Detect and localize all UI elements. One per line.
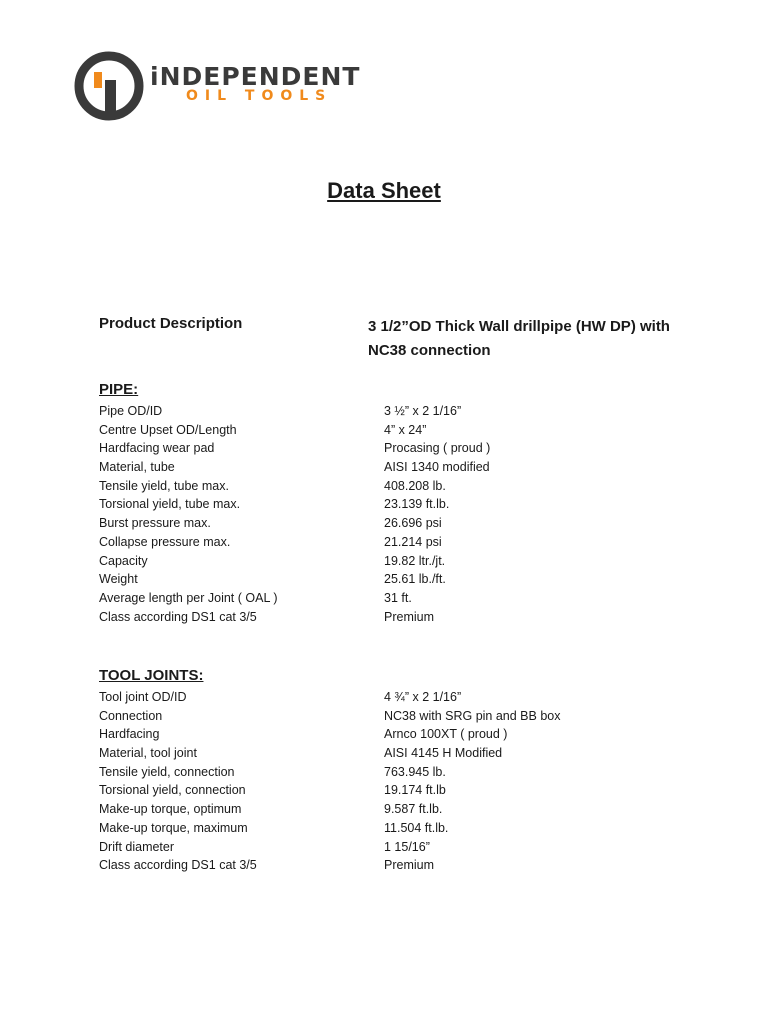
- spec-label: Collapse pressure max.: [99, 534, 231, 549]
- spec-value: 19.174 ft.lb: [384, 783, 446, 798]
- spec-label: Class according DS1 cat 3/5: [99, 609, 257, 624]
- spec-label: Material, tube: [99, 460, 175, 475]
- spec-value: Procasing ( proud ): [384, 441, 491, 456]
- spec-row: [99, 800, 719, 819]
- spec-label: Tensile yield, tube max.: [99, 478, 229, 493]
- spec-row: [99, 402, 719, 421]
- spec-label: Material, tool joint: [99, 746, 197, 761]
- spec-label: Weight: [99, 572, 138, 587]
- spec-row: [99, 421, 719, 440]
- spec-row: [99, 725, 719, 744]
- spec-label: Centre Upset OD/Length: [99, 422, 237, 437]
- logo-wordmark: iNDEPENDENT: [150, 62, 361, 91]
- spec-value: 23.139 ft.lb.: [384, 497, 450, 512]
- spec-value: 3 ½” x 2 1/16”: [384, 404, 462, 418]
- spec-value: 25.61 lb./ft.: [384, 572, 446, 587]
- spec-value: AISI 1340 modified: [384, 460, 490, 475]
- spec-value: 21.214 psi: [384, 534, 442, 549]
- spec-row: [99, 439, 719, 458]
- logo-tagline: OIL TOOLS: [186, 88, 333, 104]
- spec-row: [99, 458, 719, 477]
- spec-value: 9.587 ft.lb.: [384, 802, 443, 817]
- spec-value: Premium: [384, 858, 435, 873]
- spec-row: [99, 856, 719, 875]
- spec-label: Pipe OD/ID: [99, 404, 163, 418]
- spec-value: 408.208 lb.: [384, 478, 446, 493]
- spec-row: [99, 514, 719, 533]
- spec-row: [99, 477, 719, 496]
- spec-label: Capacity: [99, 553, 148, 568]
- pipe-section-heading: PIPE:: [99, 381, 139, 398]
- tool-joints-spec-list: [99, 688, 719, 875]
- spec-row: [99, 707, 719, 726]
- logo-ring-icon: [72, 46, 152, 126]
- spec-value: 31 ft.: [384, 590, 412, 605]
- pipe-spec-list: [99, 402, 719, 626]
- spec-value: 11.504 ft.lb.: [384, 820, 449, 835]
- product-description-label: Product Description: [99, 315, 243, 332]
- spec-row: [99, 688, 719, 707]
- spec-label: Torsional yield, connection: [99, 783, 246, 798]
- product-description-value: 3 1/2”OD Thick Wall drillpipe (HW DP) with NC38 connection: [368, 318, 670, 359]
- spec-value: 4 ¾” x 2 1/16”: [384, 690, 462, 704]
- spec-label: Make-up torque, optimum: [99, 802, 242, 817]
- spec-label: Torsional yield, tube max.: [99, 497, 241, 512]
- spec-row: [99, 533, 719, 552]
- spec-value: 26.696 psi: [384, 516, 442, 531]
- spec-value: 19.82 ltr./jt.: [384, 553, 446, 568]
- spec-value: Premium: [384, 609, 435, 624]
- spec-row: [99, 763, 719, 782]
- spec-row: [99, 570, 719, 589]
- spec-row: [99, 608, 719, 627]
- tool-joints-section-heading: TOOL JOINTS:: [99, 667, 204, 684]
- spec-label: Hardfacing: [99, 727, 160, 742]
- spec-label: Drift diameter: [99, 839, 175, 854]
- company-logo: [72, 46, 392, 126]
- spec-value: 763.945 lb.: [384, 764, 446, 779]
- spec-label: Tool joint OD/ID: [99, 690, 187, 704]
- spec-value: Arnco 100XT ( proud ): [384, 727, 508, 742]
- spec-value: AISI 4145 H Modified: [384, 746, 503, 761]
- spec-label: Connection: [99, 708, 163, 723]
- spec-label: Hardfacing wear pad: [99, 441, 215, 456]
- page-title: Data Sheet: [327, 178, 441, 203]
- spec-row: [99, 781, 719, 800]
- spec-row: [99, 495, 719, 514]
- spec-label: Make-up torque, maximum: [99, 820, 248, 835]
- spec-label: Class according DS1 cat 3/5: [99, 858, 257, 873]
- spec-row: [99, 744, 719, 763]
- spec-row: [99, 552, 719, 571]
- spec-value: 4” x 24”: [384, 422, 427, 437]
- spec-row: [99, 838, 719, 857]
- spec-row: [99, 819, 719, 838]
- spec-value: 1 15/16”: [384, 839, 430, 854]
- spec-label: Tensile yield, connection: [99, 764, 235, 779]
- spec-row: [99, 589, 719, 608]
- spec-label: Burst pressure max.: [99, 516, 211, 531]
- spec-value: NC38 with SRG pin and BB box: [384, 708, 561, 723]
- spec-label: Average length per Joint ( OAL ): [99, 590, 278, 605]
